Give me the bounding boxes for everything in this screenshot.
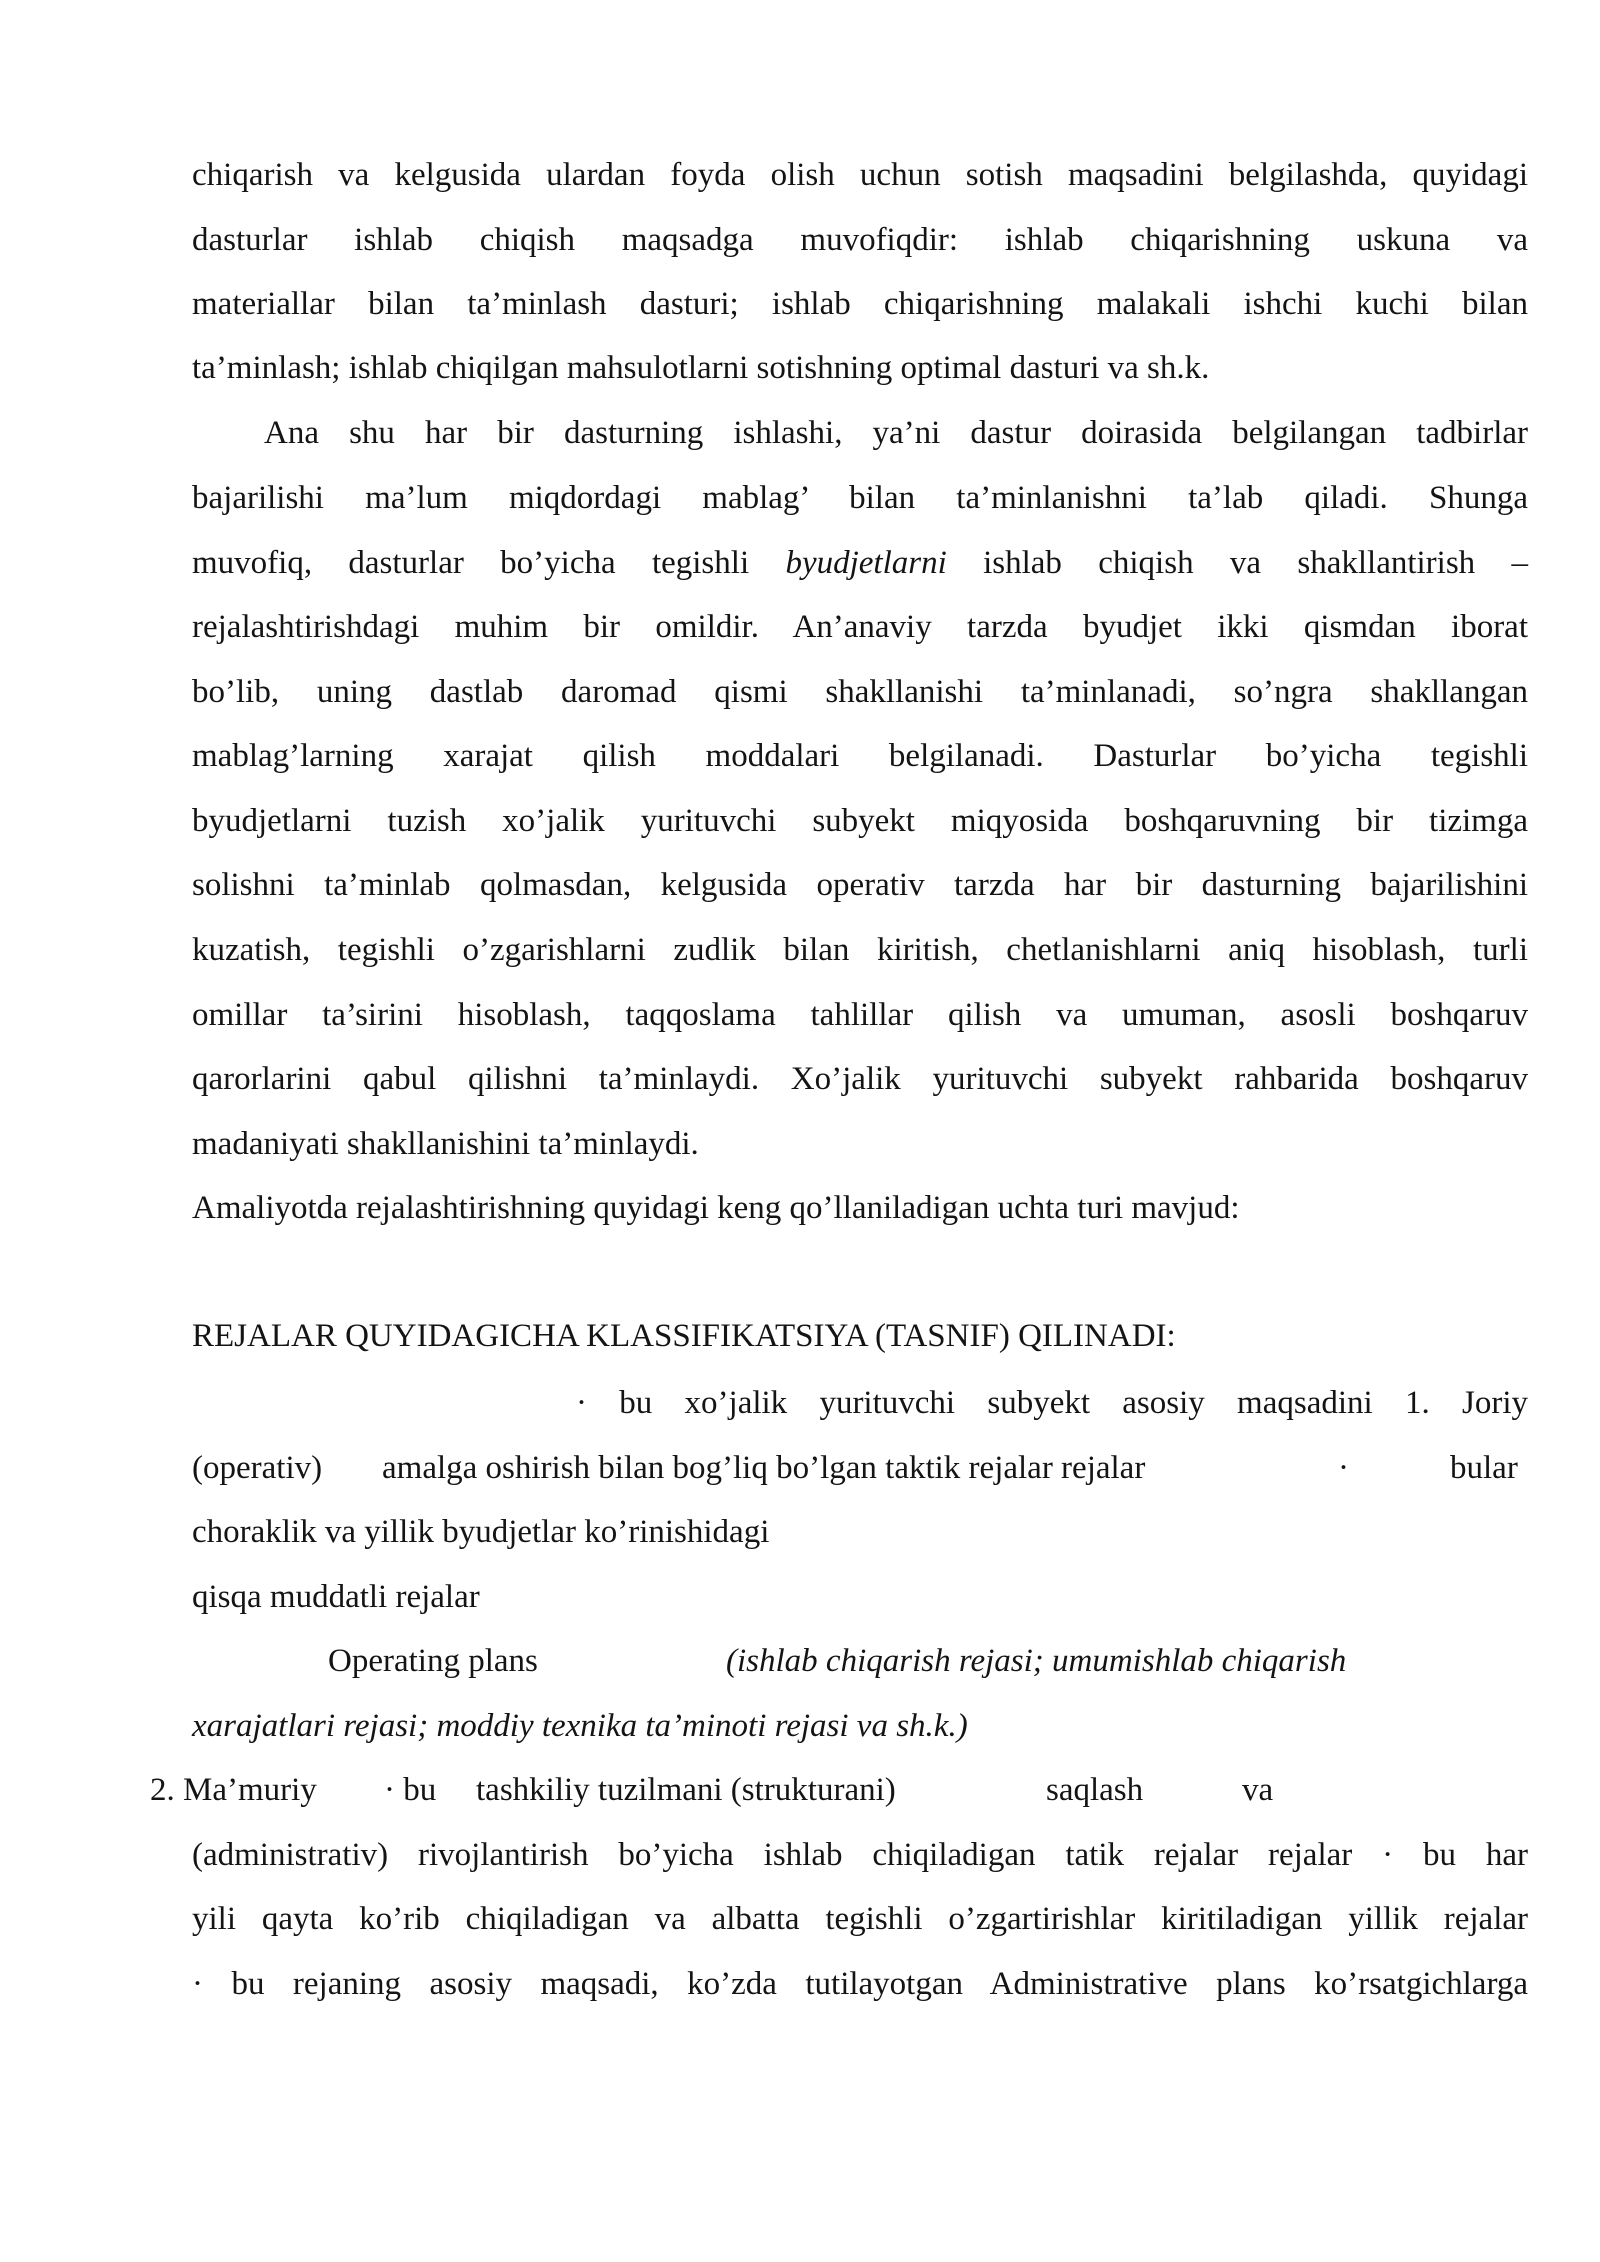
table-cell: 2. Ma’muriy (150, 1772, 317, 1808)
table-row: · bu xo’jalik yurituvchi subyekt asosiy maqsadini 1. Joriy (576, 1385, 1528, 1421)
emphasis-term: byudjetlarni (785, 545, 947, 581)
table-row: · bu rejaning asosiy maqsadi, ko’zda tutilayotgan Administrative plans ko’rsatgichlarga (192, 1966, 1528, 2002)
table-cell: · (1338, 1450, 1349, 1486)
table-cell: saqlash (1046, 1772, 1144, 1808)
text-segment: ishlab chiqish va shakllantirish – (983, 545, 1529, 581)
paragraph-line: dasturlar ishlab chiqish maqsadga muvofiqdir: ishlab chiqarishning uskuna va (192, 222, 1528, 258)
table-cell: (ishlab chiqarish rejasi; umumishlab chiqarish (726, 1643, 1347, 1679)
paragraph-line: mablag’larning xarajat qilish moddalari belgilanadi. Dasturlar bo’yicha tegishli (192, 738, 1528, 774)
paragraph-line: chiqarish va kelgusida ulardan foyda olish uchun sotish maqsadini belgilashda, quyidagi (192, 157, 1528, 193)
table-cell: (operativ) (192, 1450, 323, 1486)
table-row: (administrativ) rivojlantirish bo’yicha ishlab chiqiladigan tatik rejalar rejalar · bu har (192, 1837, 1528, 1873)
table-cell: choraklik va yillik byudjetlar ko’rinishidagi (192, 1514, 770, 1550)
table-cell: qisqa muddatli rejalar (192, 1579, 480, 1615)
paragraph-line: materiallar bilan ta’minlash dasturi; ishlab chiqarishning malakali ishchi kuchi bilan (192, 286, 1528, 322)
paragraph-line: bajarilishi ma’lum miqdordagi mablag’ bilan ta’minlanishni ta’lab qiladi. Shunga (192, 480, 1528, 516)
paragraph-line: rejalashtirishdagi muhim bir omildir. An’anaviy tarzda byudjet ikki qismdan iborat (192, 609, 1528, 645)
paragraph-line: madaniyati shakllanishini ta’minlaydi. (192, 1126, 699, 1162)
table-cell: va (1242, 1772, 1274, 1808)
paragraph-line: ta’minlash; ishlab chiqilgan mahsulotlarni sotishning optimal dasturi va sh.k. (192, 350, 1210, 386)
paragraph-line: bo’lib, uning dastlab daromad qismi shakllanishi ta’minlanadi, so’ngra shakllangan (192, 674, 1528, 710)
table-row: yili qayta ko’rib chiqiladigan va albatta tegishli o’zgartirishlar kiritiladigan yillik rejalar (192, 1901, 1528, 1937)
table-cell: xarajatlari rejasi; moddiy texnika ta’minoti rejasi va sh.k.) (192, 1708, 968, 1744)
paragraph-first-line: Ana shu har bir dasturning ishlashi, ya’ni dastur doirasida belgilangan tadbirlar (264, 415, 1528, 451)
paragraph-line: kuzatish, tegishli o’zgarishlarni zudlik bilan kiritish, chetlanishlarni aniq hisoblash, turli (192, 932, 1528, 968)
paragraph-line: byudjetlarni tuzish xo’jalik yurituvchi subyekt miqyosida boshqaruvning bir tizimga (192, 803, 1528, 839)
paragraph-line: omillar ta’sirini hisoblash, taqqoslama tahlillar qilish va umuman, asosli boshqaruv (192, 997, 1528, 1033)
section-heading: REJALAR QUYIDAGICHA KLASSIFIKATSIYA (TASNIF) QILINADI: (192, 1318, 1176, 1354)
table-cell: amalga oshirish bilan bog’liq bo’lgan taktik rejalar rejalar (382, 1450, 1146, 1486)
table-cell: Operating plans (328, 1643, 538, 1679)
intro-line: Amaliyotda rejalashtirishning quyidagi keng qo’llaniladigan uchta turi mavjud: (192, 1190, 1240, 1226)
text-segment: muvofiq, dasturlar bo’yicha tegishli (192, 545, 750, 581)
table-cell: bular (1450, 1450, 1518, 1486)
paragraph-line: solishni ta’minlab qolmasdan, kelgusida operativ tarzda har bir dasturning bajarilishini (192, 867, 1528, 903)
paragraph-line-with-emphasis (192, 541, 1528, 585)
table-cell: tashkiliy tuzilmani (strukturani) (476, 1772, 896, 1808)
paragraph-line: qarorlarini qabul qilishni ta’minlaydi. Xo’jalik yurituvchi subyekt rahbarida boshqaruv (192, 1061, 1528, 1097)
table-cell: · bu (384, 1772, 437, 1808)
